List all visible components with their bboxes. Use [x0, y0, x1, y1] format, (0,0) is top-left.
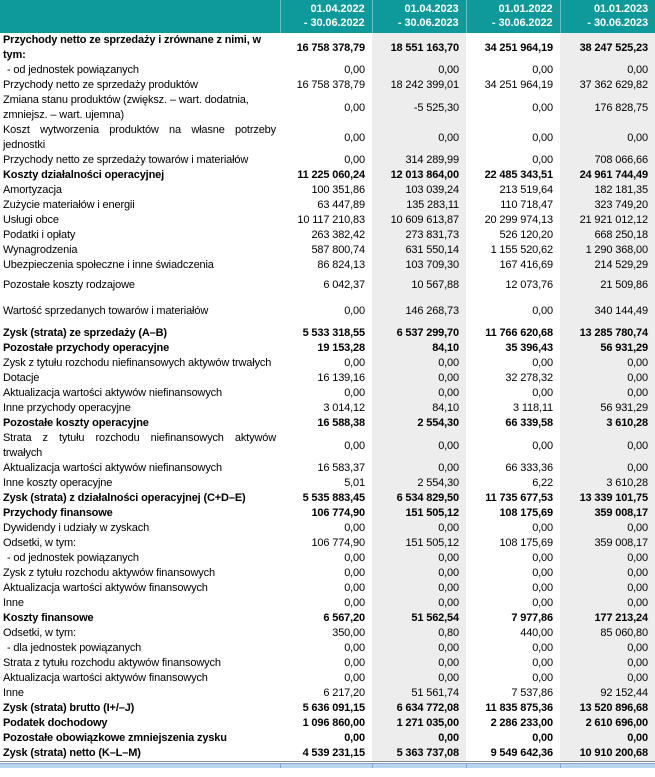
- cell-value: 7 537,86: [511, 687, 553, 699]
- cell-value: 3 014,12: [323, 402, 365, 414]
- cell-value: 0,00: [560, 596, 655, 611]
- cell-value: 0,00: [560, 431, 655, 461]
- row-label: Aktualizacja wartości aktywów niefinansowych: [3, 462, 222, 474]
- period-start-date: 01.04.2023: [404, 3, 459, 15]
- cell-value: 5 636 091,15: [302, 702, 365, 714]
- cell-value: 16 588,38: [317, 417, 365, 429]
- cell-value: 56 931,29: [560, 401, 655, 416]
- cell-value: 16 583,37: [317, 462, 365, 474]
- row-label: Zużycie materiałów i energii: [3, 199, 135, 211]
- cell-value: 0,00: [344, 357, 365, 369]
- table-row: [0, 686, 655, 701]
- cell-value: 12 073,76: [505, 279, 553, 291]
- cell-value: 86 824,13: [317, 259, 365, 271]
- bottom-edge-bar: [0, 763, 655, 768]
- cell-value: 0,00: [344, 64, 365, 76]
- cell-value: 38 247 525,23: [560, 33, 655, 63]
- cell-value: 22 485 343,51: [484, 169, 553, 181]
- cell-value: 34 251 964,19: [484, 41, 553, 54]
- table-row: [0, 701, 655, 716]
- cell-value: 11 835 875,36: [485, 702, 553, 714]
- table-row: [0, 746, 655, 762]
- row-label: Zysk z tytułu rozchodu niefinansowych aktywów trwałych: [3, 357, 272, 369]
- cell-value: 84,10: [372, 341, 466, 356]
- cell-value: 0,00: [372, 371, 466, 386]
- row-label: Podatek dochodowy: [3, 717, 108, 729]
- cell-value: 100 351,86: [311, 184, 365, 196]
- cell-value: 63 447,89: [317, 199, 365, 211]
- cell-value: 0,00: [560, 551, 655, 566]
- row-label: Odsetki, w tym:: [3, 537, 76, 549]
- table-row: [0, 731, 655, 746]
- period-start-date: 01.01.2023: [593, 3, 648, 15]
- cell-value: 0,00: [372, 431, 466, 461]
- cell-value: 0,00: [532, 732, 553, 744]
- cell-value: 6,22: [532, 477, 553, 489]
- cell-value: 0,00: [344, 101, 365, 114]
- cell-value: 106 774,90: [311, 507, 365, 519]
- cell-value: 66 339,58: [505, 417, 553, 429]
- row-label: Zysk (strata) z działalności operacyjnej (C+D–E): [3, 492, 246, 504]
- cell-value: 0,00: [372, 123, 466, 153]
- cell-value: 11 766 620,68: [485, 327, 553, 339]
- row-label: Inne przychody operacyjne: [3, 402, 131, 414]
- cell-value: 0,00: [532, 357, 553, 369]
- row-label: Zysk (strata) brutto (I+/–J): [3, 702, 135, 714]
- cell-value: 0,00: [344, 732, 365, 744]
- cell-value: 263 382,42: [311, 229, 365, 241]
- cell-value: 0,00: [532, 582, 553, 594]
- table-row: [0, 506, 655, 521]
- cell-value: 16 758 378,79: [296, 41, 365, 54]
- cell-value: 13 339 101,75: [560, 491, 655, 506]
- cell-value: 11 225 060,24: [297, 169, 365, 181]
- cell-value: 146 268,73: [372, 293, 466, 319]
- cell-value: 3 610,28: [560, 476, 655, 491]
- cell-value: 440,00: [520, 627, 553, 639]
- table-row: [0, 401, 655, 416]
- cell-value: 340 144,49: [560, 293, 655, 319]
- cell-value: 314 289,99: [372, 153, 466, 168]
- bottom-bar-tick: [560, 764, 561, 768]
- table-row: [0, 416, 655, 431]
- cell-value: 135 283,11: [372, 198, 466, 213]
- cell-value: 0,00: [560, 386, 655, 401]
- cell-value: 0,00: [560, 63, 655, 78]
- bottom-bar-tick: [466, 764, 467, 768]
- cell-value: 0,00: [532, 642, 553, 654]
- cell-value: 103 709,30: [372, 258, 466, 273]
- cell-value: 16 139,16: [317, 372, 365, 384]
- cell-value: 5 535 883,45: [302, 492, 365, 504]
- row-label: Dotacje: [3, 372, 40, 384]
- table-row: [0, 671, 655, 686]
- row-label: Zysk (strata) netto (K–L–M): [3, 747, 141, 759]
- cell-value: 0,00: [372, 521, 466, 536]
- cell-value: 0,00: [532, 131, 553, 144]
- cell-value: 182 181,35: [560, 183, 655, 198]
- cell-value: 1 096 860,00: [302, 717, 365, 729]
- cell-value: 3 610,28: [560, 416, 655, 431]
- cell-value: 587 800,74: [311, 244, 365, 256]
- cell-value: 1 155 520,62: [490, 244, 553, 256]
- cell-value: 0,00: [344, 305, 365, 317]
- cell-value: 0,00: [372, 671, 466, 686]
- cell-value: 0,00: [560, 671, 655, 686]
- cell-value: 0,00: [560, 731, 655, 746]
- table-row: [0, 581, 655, 596]
- cell-value: 0,00: [344, 597, 365, 609]
- header-empty-cell: [0, 0, 280, 33]
- cell-value: 2 286 233,00: [490, 717, 553, 729]
- row-label: Aktualizacja wartości aktywów niefinansowych: [3, 387, 222, 399]
- row-label: Ubezpieczenia społeczne i inne świadczenia: [3, 259, 214, 271]
- cell-value: 19 153,28: [317, 342, 365, 354]
- row-label: Pozostałe przychody operacyjne: [3, 342, 170, 354]
- cell-value: 10 609 613,87: [372, 213, 466, 228]
- cell-value: 5 363 737,08: [372, 746, 466, 762]
- table-row: [0, 183, 655, 198]
- cell-value: 0,00: [372, 386, 466, 401]
- table-row: [0, 293, 655, 319]
- cell-value: 12 013 864,00: [372, 168, 466, 183]
- period-end-date: - 30.06.2022: [303, 17, 365, 29]
- row-label: Wartość sprzedanych towarów i materiałów: [3, 305, 209, 317]
- cell-value: 0,00: [372, 656, 466, 671]
- cell-value: 32 278,32: [505, 372, 553, 384]
- cell-value: 213 519,64: [499, 184, 553, 196]
- column-header-period-2: [372, 0, 466, 33]
- period-end-date: - 30.06.2023: [587, 17, 648, 29]
- row-label: Aktualizacja wartości aktywów finansowych: [3, 582, 208, 594]
- row-label: Pozostałe obowiązkowe zmniejszenia zysku: [3, 732, 227, 744]
- cell-value: 631 550,14: [372, 243, 466, 258]
- cell-value: 0,00: [344, 154, 365, 166]
- cell-value: 177 213,24: [560, 611, 655, 626]
- cell-value: 51 561,74: [372, 686, 466, 701]
- row-label: Inne koszty operacyjne: [3, 477, 113, 489]
- row-label: Strata z tytułu rozchodu aktywów finansowych: [3, 657, 221, 669]
- column-header-period-3: [466, 0, 560, 33]
- cell-value: 5 533 318,55: [302, 327, 365, 339]
- cell-value: 0,80: [372, 626, 466, 641]
- period-end-date: - 30.06.2022: [491, 17, 553, 29]
- cell-value: 0,00: [532, 439, 553, 452]
- cell-value: 6 042,37: [323, 279, 365, 291]
- cell-value: 0,00: [532, 552, 553, 564]
- row-label: Strata z tytułu rozchodu niefinansowych aktywów trwałych: [3, 432, 276, 459]
- cell-value: 323 749,20: [560, 198, 655, 213]
- table-row: [0, 386, 655, 401]
- cell-value: 0,00: [372, 63, 466, 78]
- table-row: [0, 716, 655, 731]
- cell-value: 92 152,44: [560, 686, 655, 701]
- cell-value: 10 567,88: [372, 273, 466, 293]
- cell-value: 0,00: [532, 567, 553, 579]
- table-row: [0, 551, 655, 566]
- table-row: [0, 431, 655, 461]
- cell-value: 0,00: [344, 672, 365, 684]
- cell-value: 0,00: [344, 642, 365, 654]
- cell-value: 85 060,80: [560, 626, 655, 641]
- cell-value: 0,00: [344, 567, 365, 579]
- cell-value: 0,00: [372, 461, 466, 476]
- cell-value: 6 217,20: [323, 687, 365, 699]
- cell-value: 0,00: [532, 597, 553, 609]
- column-header-period-4: [560, 0, 655, 33]
- table-header: [0, 0, 655, 33]
- cell-value: 0,00: [344, 387, 365, 399]
- table-row: [0, 656, 655, 671]
- row-label: Usługi obce: [3, 214, 59, 226]
- cell-value: 0,00: [372, 356, 466, 371]
- cell-value: 359 008,17: [560, 536, 655, 551]
- cell-value: 66 333,36: [505, 462, 553, 474]
- row-label: Odsetki, w tym:: [3, 627, 76, 639]
- row-label: Przychody finansowe: [3, 507, 113, 519]
- table-row: [0, 521, 655, 536]
- cell-value: 24 961 744,49: [560, 168, 655, 183]
- cell-value: 0,00: [560, 521, 655, 536]
- cell-value: 0,00: [344, 131, 365, 144]
- cell-value: 11 735 677,53: [485, 492, 553, 504]
- row-label: Pozostałe koszty operacyjne: [3, 417, 149, 429]
- cell-value: 1 290 368,00: [560, 243, 655, 258]
- cell-value: 84,10: [372, 401, 466, 416]
- bottom-bar-tick: [372, 764, 373, 768]
- table-row: [0, 123, 655, 153]
- row-label: - dla jednostek powiązanych: [7, 642, 142, 654]
- cell-value: 2 554,30: [372, 476, 466, 491]
- cell-value: 110 718,47: [500, 199, 553, 211]
- table-row: [0, 273, 655, 293]
- cell-value: 0,00: [344, 522, 365, 534]
- table-row: [0, 461, 655, 476]
- cell-value: 21 509,86: [560, 273, 655, 293]
- row-label: Aktualizacja wartości aktywów finansowych: [3, 672, 208, 684]
- cell-value: 0,00: [344, 657, 365, 669]
- cell-value: 18 242 399,01: [372, 78, 466, 93]
- cell-value: 103 039,24: [372, 183, 466, 198]
- cell-value: 0,00: [344, 439, 365, 452]
- row-label: - od jednostek powiązanych: [7, 552, 139, 564]
- cell-value: 176 828,75: [560, 93, 655, 123]
- column-header-period-1: [280, 0, 372, 33]
- table-row: [0, 78, 655, 93]
- cell-value: 0,00: [532, 154, 553, 166]
- table-row: [0, 641, 655, 656]
- cell-value: 0,00: [532, 64, 553, 76]
- cell-value: 0,00: [560, 656, 655, 671]
- cell-value: 108 175,69: [499, 507, 553, 519]
- cell-value: 3 118,11: [513, 402, 553, 414]
- cell-value: 151 505,12: [372, 506, 466, 521]
- cell-value: 0,00: [372, 581, 466, 596]
- row-label: Przychody netto ze sprzedaży i zrównane z nimi, w tym:: [3, 34, 261, 61]
- cell-value: 6 534 829,50: [372, 491, 466, 506]
- row-label: Koszty działalności operacyjnej: [3, 169, 165, 181]
- cell-value: 108 175,69: [499, 537, 553, 549]
- cell-value: 10 117 210,83: [297, 214, 365, 226]
- cell-value: 0,00: [532, 672, 553, 684]
- table-row: [0, 33, 655, 63]
- table-body: [0, 33, 655, 762]
- cell-value: 56 931,29: [560, 341, 655, 356]
- table-row: [0, 491, 655, 506]
- cell-value: 0,00: [372, 731, 466, 746]
- period-start-date: 01.04.2022: [310, 3, 365, 15]
- bottom-bar-tick: [280, 764, 281, 768]
- period-end-date: - 30.06.2023: [397, 17, 459, 29]
- cell-value: 273 831,73: [372, 228, 466, 243]
- table-row: [0, 341, 655, 356]
- row-label: Pozostałe koszty rodzajowe: [3, 279, 135, 291]
- row-label: - od jednostek powiązanych: [7, 64, 139, 76]
- cell-value: 0,00: [372, 551, 466, 566]
- cell-value: 34 251 964,19: [484, 79, 553, 91]
- row-label: Przychody netto ze sprzedaży produktów: [3, 79, 198, 91]
- table-row: [0, 476, 655, 491]
- cell-value: 51 562,54: [372, 611, 466, 626]
- table-row: [0, 198, 655, 213]
- cell-value: 0,00: [560, 566, 655, 581]
- cell-value: 167 416,69: [499, 259, 553, 271]
- cell-value: 0,00: [532, 305, 553, 317]
- cell-value: 6 567,20: [323, 612, 365, 624]
- table-row: [0, 626, 655, 641]
- cell-value: 0,00: [560, 461, 655, 476]
- cell-value: 526 120,20: [499, 229, 553, 241]
- row-label: Inne: [3, 597, 24, 609]
- table-row: [0, 243, 655, 258]
- row-label: Przychody netto ze sprzedaży towarów i materiałów: [3, 154, 249, 166]
- header-row: [0, 0, 655, 33]
- cell-value: 13 285 780,74: [560, 319, 655, 341]
- cell-value: 0,00: [344, 552, 365, 564]
- table-row: [0, 168, 655, 183]
- cell-value: 37 362 629,82: [560, 78, 655, 93]
- cell-value: 7 977,86: [511, 612, 553, 624]
- cell-value: 16 758 378,79: [296, 79, 365, 91]
- cell-value: 0,00: [344, 582, 365, 594]
- table-row: [0, 536, 655, 551]
- cell-value: 1 271 035,00: [372, 716, 466, 731]
- cell-value: 0,00: [560, 371, 655, 386]
- cell-value: 0,00: [372, 566, 466, 581]
- cell-value: 35 396,43: [505, 342, 553, 354]
- table-row: [0, 93, 655, 123]
- row-label: Wynagrodzenia: [3, 244, 78, 256]
- table-row: [0, 258, 655, 273]
- cell-value: 5,01: [344, 477, 365, 489]
- cell-value: 2 554,30: [372, 416, 466, 431]
- table-row: [0, 213, 655, 228]
- cell-value: 4 539 231,15: [302, 747, 365, 759]
- table-row: [0, 228, 655, 243]
- table-row: [0, 63, 655, 78]
- table-row: [0, 371, 655, 386]
- cell-value: 0,00: [532, 101, 553, 114]
- cell-value: 214 529,29: [560, 258, 655, 273]
- row-label: Zysk (strata) ze sprzedaży (A–B): [3, 327, 167, 339]
- cell-value: 0,00: [372, 641, 466, 656]
- cell-value: 0,00: [560, 123, 655, 153]
- cell-value: 0,00: [372, 596, 466, 611]
- cell-value: 0,00: [560, 356, 655, 371]
- cell-value: -5 525,30: [372, 93, 466, 123]
- cell-value: 20 299 974,13: [484, 214, 553, 226]
- row-label: Zmiana stanu produktów (zwiększ. – wart. dodatnia, zmniejsz. – wart. ujemna): [3, 94, 249, 121]
- table-row: [0, 319, 655, 341]
- row-label: Koszt wytworzenia produktów na własne potrzeby jednostki: [3, 124, 276, 151]
- row-label: Dywidendy i udziały w zyskach: [3, 522, 150, 534]
- cell-value: 0,00: [532, 657, 553, 669]
- row-label: Amortyzacja: [3, 184, 62, 196]
- cell-value: 668 250,18: [560, 228, 655, 243]
- cell-value: 106 774,90: [311, 537, 365, 549]
- row-label: Koszty finansowe: [3, 612, 94, 624]
- table-row: [0, 153, 655, 168]
- cell-value: 0,00: [560, 641, 655, 656]
- table-row: [0, 611, 655, 626]
- period-start-date: 01.01.2022: [498, 3, 553, 15]
- cell-value: 708 066,66: [560, 153, 655, 168]
- cell-value: 13 520 896,68: [560, 701, 655, 716]
- cell-value: 2 610 696,00: [560, 716, 655, 731]
- cell-value: 0,00: [560, 581, 655, 596]
- cell-value: 350,00: [332, 627, 365, 639]
- cell-value: 21 921 012,12: [560, 213, 655, 228]
- cell-value: 151 505,12: [372, 536, 466, 551]
- cell-value: 18 551 163,70: [372, 33, 466, 63]
- cell-value: 0,00: [532, 522, 553, 534]
- cell-value: 0,00: [532, 387, 553, 399]
- table-row: [0, 596, 655, 611]
- cell-value: 6 634 772,08: [372, 701, 466, 716]
- table-row: [0, 356, 655, 371]
- cell-value: 9 549 642,36: [490, 747, 553, 759]
- row-label: Podatki i opłaty: [3, 229, 76, 241]
- row-label: Zysk z tytułu rozchodu aktywów finansowych: [3, 567, 215, 579]
- row-label: Inne: [3, 687, 24, 699]
- table-row: [0, 566, 655, 581]
- cell-value: 359 008,17: [560, 506, 655, 521]
- cell-value: 6 537 299,70: [372, 319, 466, 341]
- cell-value: 10 910 200,68: [560, 746, 655, 762]
